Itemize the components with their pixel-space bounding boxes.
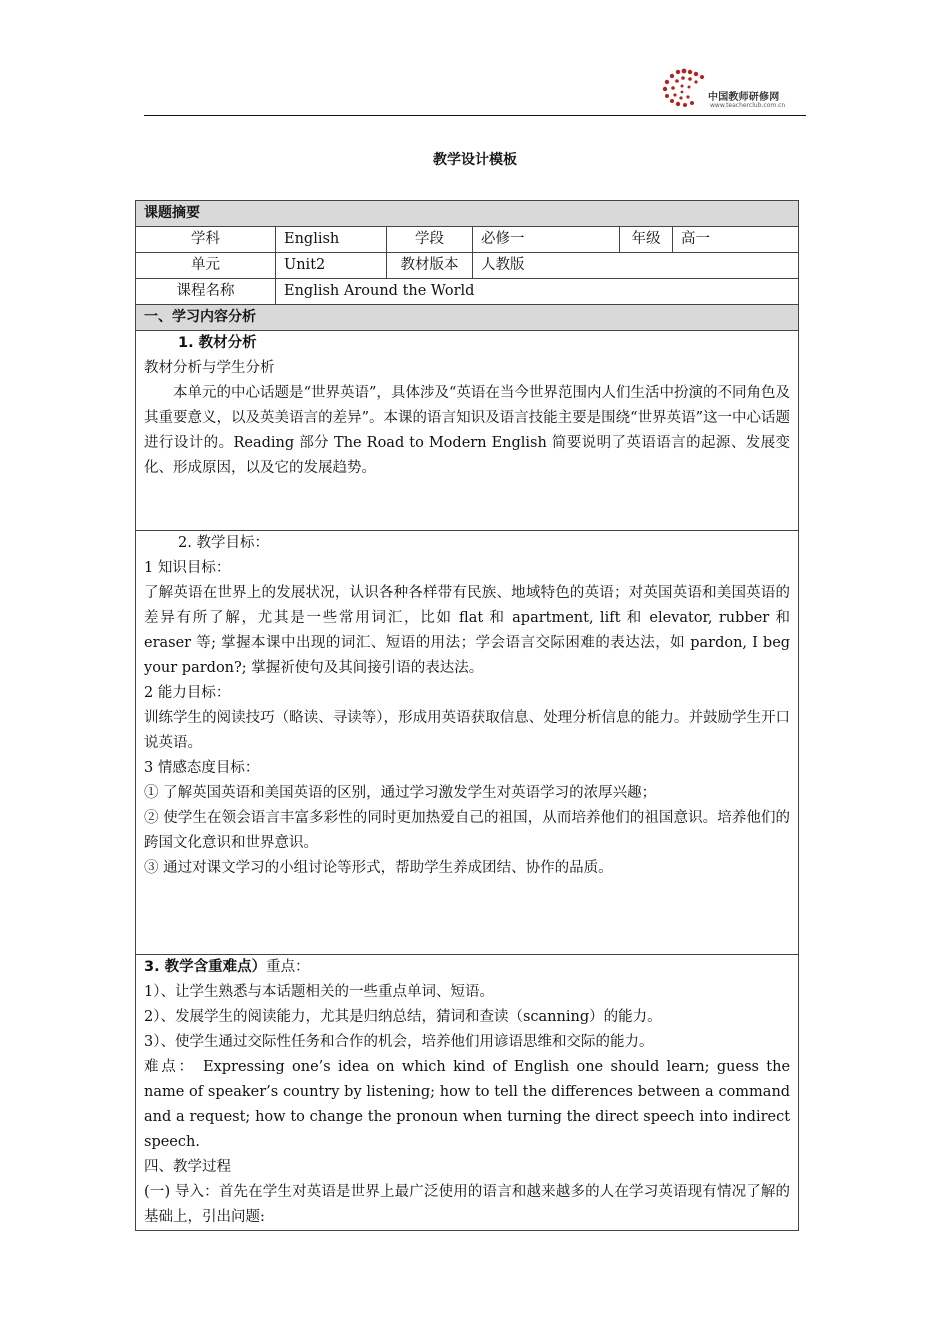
subject-label: 学科 [136, 227, 276, 253]
textbook-analysis-row [136, 331, 799, 531]
key-points-title [144, 955, 790, 980]
header-rule [144, 115, 806, 116]
emotion-goal-2: ② 使学生在领会语言丰富多彩性的同时更加热爱自己的祖国，从而培养他们的祖国意识。培养他们的跨国文化意识和世界意识。 [144, 810, 791, 851]
summary-heading-row [136, 201, 799, 227]
section1-heading-row [136, 305, 799, 331]
logo-text: 中国教师研修网 [708, 92, 780, 103]
key-points-row [136, 955, 799, 1231]
flower-logo-icon [662, 68, 710, 110]
grade-value: 高一 [673, 227, 799, 253]
ability-goals-title: 2 能力目标： [144, 685, 231, 701]
edition-value: 人教版 [473, 253, 799, 279]
emotion-goal-1: ① 了解英国英语和美国英语的区别，通过学习激发学生对英语学习的浓厚兴趣； [144, 785, 657, 801]
key-point-1: 1）、让学生熟悉与本话题相关的一些重点单词、短语。 [144, 984, 494, 1000]
teaching-goals-title: 2. 教学目标： [178, 535, 269, 551]
course-label: 课程名称 [136, 279, 276, 305]
textbook-analysis-subtitle: 教材分析与学生分析 [144, 360, 275, 376]
edition-label: 教材版本 [387, 253, 473, 279]
difficult-points: 难点： Expressing one’s idea on which kind of English one should learn; guess the name of speaker’s country by listening; how to tell the differences between a command and a request; how to change the pronoun when turning the direct speech into indirect speech. [144, 1059, 791, 1150]
stage-label: 学段 [387, 227, 473, 253]
key-points-cell [136, 955, 799, 1231]
emotion-goals-title: 3 情感态度目标： [144, 760, 260, 776]
ability-goals-body: 训练学生的阅读技巧（略读、寻读等），形成用英语获取信息、处理分析信息的能力。并鼓励学生开口说英语。 [144, 710, 791, 751]
teacherclub-logo [662, 68, 812, 112]
textbook-analysis-cell [136, 331, 799, 531]
unit-value: Unit2 [276, 253, 387, 279]
summary-heading: 课题摘要 [136, 201, 799, 227]
logo-url: www.teacherclub.com.cn [710, 102, 786, 109]
summary-row-1 [136, 227, 799, 253]
knowledge-goals-title: 1 知识目标： [144, 560, 231, 576]
process-intro: (一) 导入：首先在学生对英语是世界上最广泛使用的语言和越来越多的人在学习英语现有情况了解的基础上，引出问题: [144, 1184, 791, 1225]
subject-value: English [276, 227, 387, 253]
grade-label: 年级 [620, 227, 673, 253]
emotion-goal-3: ③ 通过对课文学习的小组讨论等形式，帮助学生养成团结、协作的品质。 [144, 860, 613, 876]
teaching-goals-cell [136, 531, 799, 955]
lesson-plan-table [135, 200, 799, 1231]
summary-row-3 [136, 279, 799, 305]
knowledge-goals-body: 了解英语在世界上的发展状况，认识各种各样带有民族、地域特色的英语；对英国英语和美国英语的差异有所了解，尤其是一些常用词汇，比如 flat 和 apartment, lift 和 elevator, rubber 和 eraser 等; 掌握本课中出现的词汇、短语的用法；学会语言交际困难的表达法，如 pardon, I beg your pardon?; 掌握祈使句及其间接引语的表达法。 [144, 585, 791, 676]
summary-row-2 [136, 253, 799, 279]
textbook-analysis-title: 1. 教材分析 [178, 335, 257, 351]
textbook-analysis-body: 本单元的中心话题是“世界英语”，具体涉及“英语在当今世界范围内人们生活中扮演的不同角色及其重要意义，以及英美语言的差异”。本课的语言知识及语言技能主要是围绕“世界英语”这一中心话题进行设计的。Reading 部分 The Road to Modern English 简要说明了英语语言的起源、发展变化、形成原因，以及它的发展趋势。 [144, 385, 791, 476]
key-point-2: 2）、发展学生的阅读能力，尤其是归纳总结，猜词和查读（scanning）的能力。 [144, 1009, 662, 1025]
teaching-goals-row [136, 531, 799, 955]
document-title: 教学设计模板 [433, 152, 517, 168]
course-value: English Around the World [276, 279, 799, 305]
key-points-title-rest: 重点： [266, 959, 310, 975]
unit-label: 单元 [136, 253, 276, 279]
key-point-3: 3）、使学生通过交际性任务和合作的机会，培养他们用谚语思维和交际的能力。 [144, 1034, 654, 1050]
process-title: 四、教学过程 [144, 1159, 231, 1175]
section1-heading: 一、学习内容分析 [136, 305, 799, 331]
key-points-title-bold: 3. 教学含重难点） [144, 959, 267, 975]
stage-value: 必修一 [473, 227, 620, 253]
